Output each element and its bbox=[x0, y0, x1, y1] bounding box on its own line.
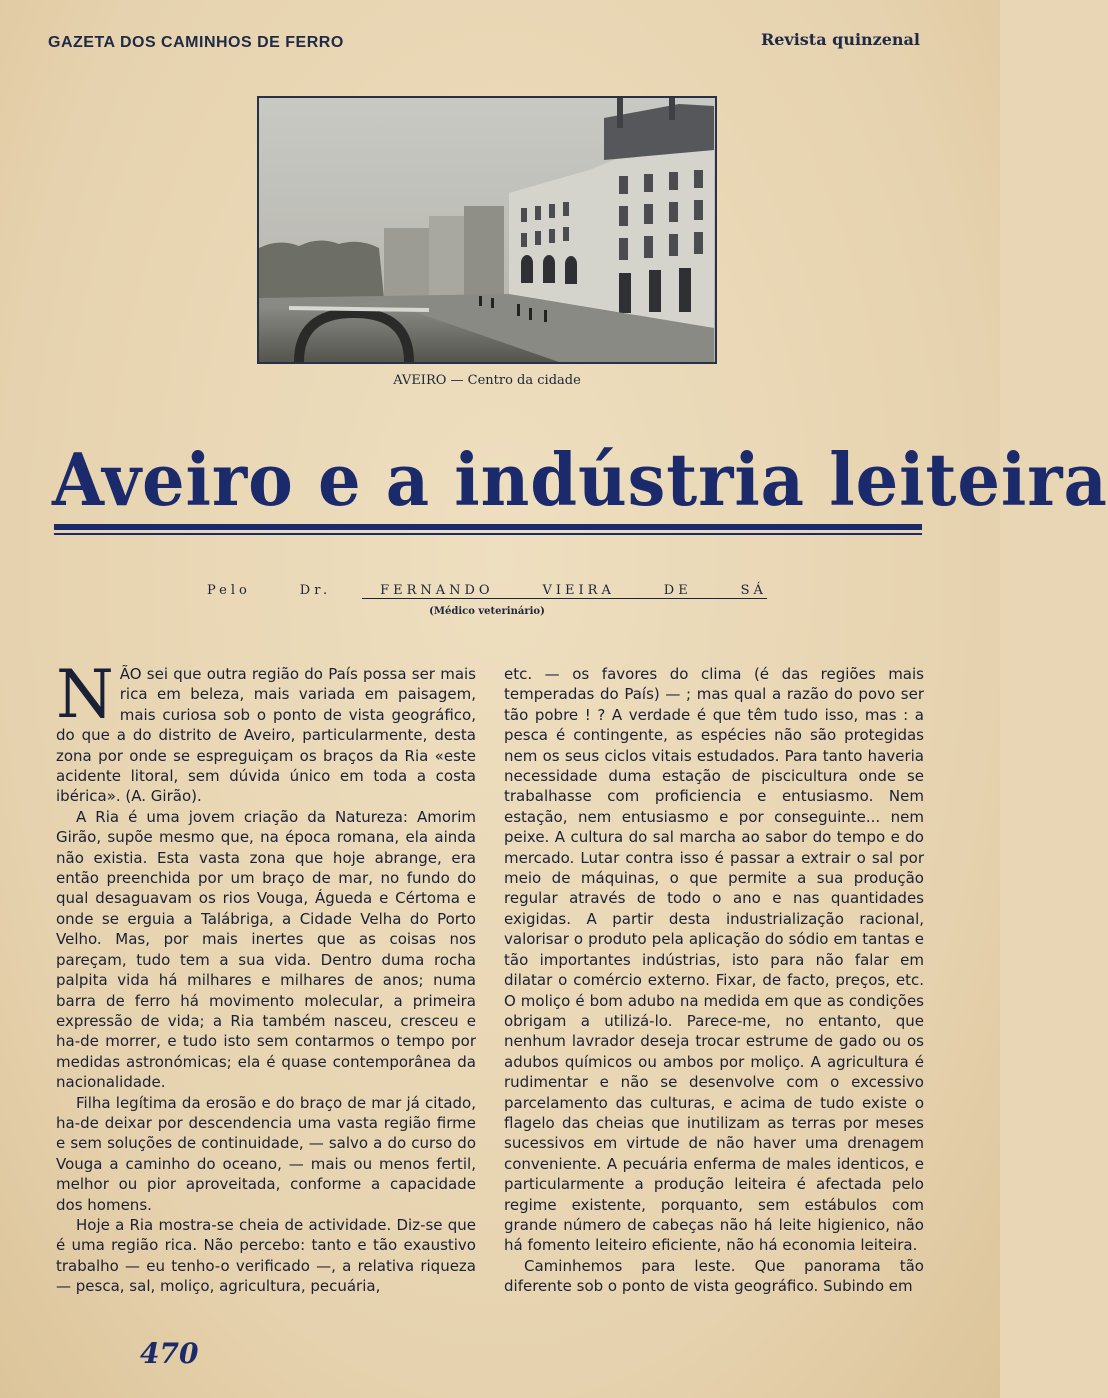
byline-word: SÁ bbox=[740, 583, 767, 598]
byline-word: FERNANDO bbox=[380, 583, 494, 598]
page-number: 470 bbox=[140, 1337, 199, 1370]
paragraph: etc. — os favores do clima (é das regiões mais temperadas do País) — ; mas qual a razão do povo ser tão pobre ! ? A verdade é que têm tudo isso, mas : a pesca é contingente, as espécies não são protegidas nem os seus ciclos vitais estudados. Para tanto haveria necessidade duma estação de piscicultura onde se trabalhasse com proficiencia e entusiasmo. Nem estação, nem entusiasmo e por conseguinte... nem peixe. A cultura do sal marcha ao sabor do tempo e do mercado. Lutar contra isso é passar a extrair o sal por meio de máquinas, o que permite a sua produção regular através de todo o ano e nas quantidades exigidas. A partir desta industrialização racional, valorisar o produto pela aplicação do sódio em tantas e tão importantes indústrias, isto para não falar em dilatar o comércio externo. Fixar, de facto, preços, etc. O moliço é bom adubo na medida em que as condições obrigam a utilizá-lo. Parece-me, no entanto, que nenhum lavrador deseja trocar estrume de gado ou os adubos químicos ou ambos por moliço. A agricultura é rudimentar e não se desenvolve com o excessivo parcelamento das culturas, e acima de tudo existe o flagelo das cheias que inutilizam as terras por meses sucessivos em virtude de não haver uma drenagem conveniente. A pecuária enferma de males identicos, e particularmente a produção leiteira é afectada pelo regime existente, porquanto, sem estábulos com grande número de cabeças não há leite higienico, não há fomento leiteiro eficiente, não há economia leiteira. bbox=[504, 665, 924, 1255]
author-role: (Médico veterinário) bbox=[429, 606, 545, 617]
aveiro-photo-image bbox=[259, 98, 715, 362]
paragraph: A Ria é uma jovem criação da Natureza: Amorim Girão, supõe mesmo que, na época romana, ela ainda não existia. Esta vasta zona que hoje abrange, era então preenchida por um braço de mar, no fundo do qual desaguavam os rios Vouga, Águeda e Cértoma e onde se erguia a Talábriga, a Cidade Velha do Porto Velho. Mas, por mais inertes que as coisas nos pareçam, tudo tem a sua vida. Dentro duma rocha palpita vida há milhares e milhares de anos; numa barra de ferro há movimento molecular, a primeira expressão de vida; a Ria também nasceu, cresceu e ha-de morrer, e tudo isto sem contarmos o tempo por medidas astronómicas; ela é quase contemporânea da nacionalidade. bbox=[56, 807, 476, 1092]
article-title: Aveiro e a indústria leiteira bbox=[52, 437, 1108, 522]
left-column bbox=[56, 656, 476, 1297]
byline-word: Dr. bbox=[299, 583, 332, 598]
paragraph bbox=[56, 656, 476, 807]
byline-word: VIEIRA bbox=[542, 583, 615, 598]
magazine-frequency: Revista quinzenal bbox=[760, 30, 920, 49]
title-rule-thick bbox=[54, 524, 922, 530]
aveiro-photo bbox=[257, 96, 717, 364]
title-rule-thin bbox=[54, 533, 922, 535]
byline-word: DE bbox=[663, 583, 692, 598]
byline-underline bbox=[362, 598, 767, 599]
drop-cap: N bbox=[56, 656, 114, 733]
author-byline bbox=[207, 583, 767, 598]
byline-word: Pelo bbox=[207, 583, 251, 598]
right-column bbox=[504, 664, 924, 1297]
magazine-title: GAZETA DOS CAMINHOS DE FERRO bbox=[48, 34, 344, 51]
photo-caption: AVEIRO — Centro da cidade bbox=[393, 373, 581, 388]
paragraph-text: ÃO sei que outra região do País possa ser mais rica em beleza, mais variada em paisagem, mais curiosa sob o ponto de vista geográfico, do que a do distrito de Aveiro, particularmente, desta zona por onde se espreguiçam os braços da Ria «este acidente litoral, sem dúvida único em toda a costa ibérica». (A. Girão). bbox=[56, 665, 476, 806]
paragraph: Hoje a Ria mostra-se cheia de actividade. Diz-se que é uma região rica. Não percebo: tanto e tão exaustivo trabalho — eu tenho-o verificado —, a relativa riqueza — pesca, sal, moliço, agricultura, pecuária, bbox=[56, 1215, 476, 1296]
paragraph: Filha legítima da erosão e do braço de mar já citado, ha-de deixar por descendencia uma vasta região firme e sem soluções de continuidade, — salvo a do curso do Vouga a caminho do oceano, — mais ou menos fertil, melhor ou pior aproveitada, conforme a capacidade dos homens. bbox=[56, 1093, 476, 1214]
paragraph: Caminhemos para leste. Que panorama tão diferente sob o ponto de vista geográfico. Subindo em bbox=[504, 1256, 924, 1296]
